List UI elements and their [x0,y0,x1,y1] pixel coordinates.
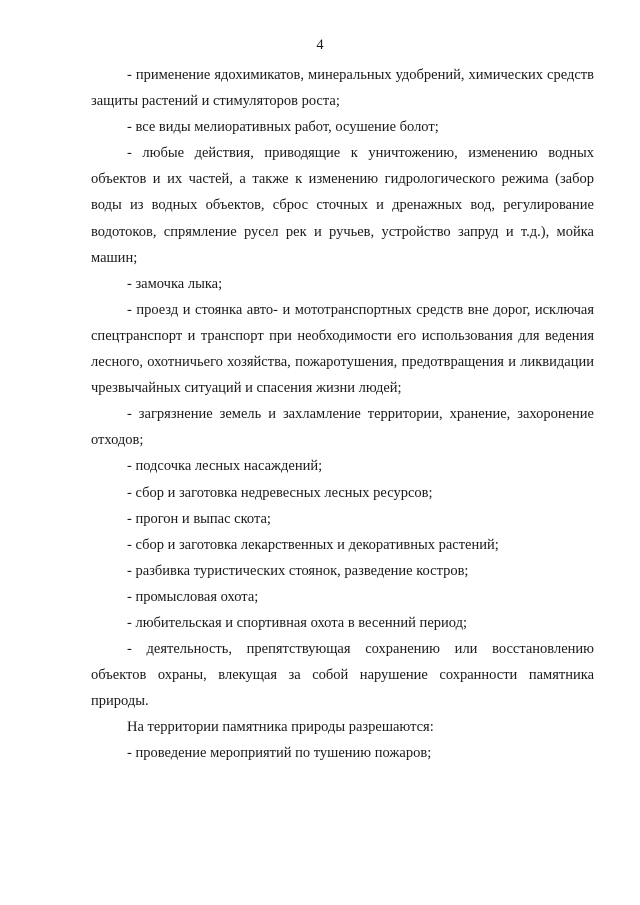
paragraph-permitted-heading: На территории памятника природы разрешаются: [127,719,434,736]
paragraph-agrochemicals: - применение ядохимикатов, минеральных удобрений, химических средств защиты растений и стимуляторов роста; [91,67,594,110]
paragraph-medicinal-plants: - сбор и заготовка лекарственных и декоративных растений; [127,536,499,553]
document-body [91,62,594,767]
paragraph-conservation-harm: - деятельность, препятствующая сохранению или восстановлению объектов охраны, влекущая за собой нарушение сохранности памятника природы. [91,641,594,710]
paragraph-water-objects: - любые действия, приводящие к уничтожению, изменению водных объектов и их частей, а также к изменению гидрологического режима (забор воды из водных объектов, сброс сточных и дренажных вод, регулирование водотоков, спрямление русел рек и ручьев, устройство запруд и т.д.), мойка машин; [91,145,594,266]
paragraph-grazing: - прогон и выпас скота; [127,510,271,527]
page-number: 4 [316,37,324,53]
paragraph-commercial-hunting: - промысловая охота; [127,588,259,605]
paragraph-vehicle-traffic: - проезд и стоянка авто- и мототранспортных средств вне дорог, исключая спецтранспорт и транспорт при необходимости его использования для ведения лесного, охотничьего хозяйства, пожаротушения, предотвращения и ликвидации чрезвычайных ситуаций и спасения жизни людей; [91,301,594,397]
paragraph-firefighting: - проведение мероприятий по тушению пожаров; [127,745,432,762]
paragraph-non-timber-resources: - сбор и заготовка недревесных лесных ресурсов; [127,484,433,501]
paragraph-sport-hunting: - любительская и спортивная охота в весенний период; [127,614,467,631]
paragraph-tapping: - подсочка лесных насаждений; [127,458,323,475]
paragraph-land-pollution: - загрязнение земель и захламление территории, хранение, захоронение отходов; [91,406,594,449]
paragraph-melioration: - все виды мелиоративных работ, осушение болот; [127,119,439,136]
paragraph-bast-soaking: - замочка лыка; [127,275,223,292]
paragraph-camping: - разбивка туристических стоянок, разведение костров; [127,562,469,579]
